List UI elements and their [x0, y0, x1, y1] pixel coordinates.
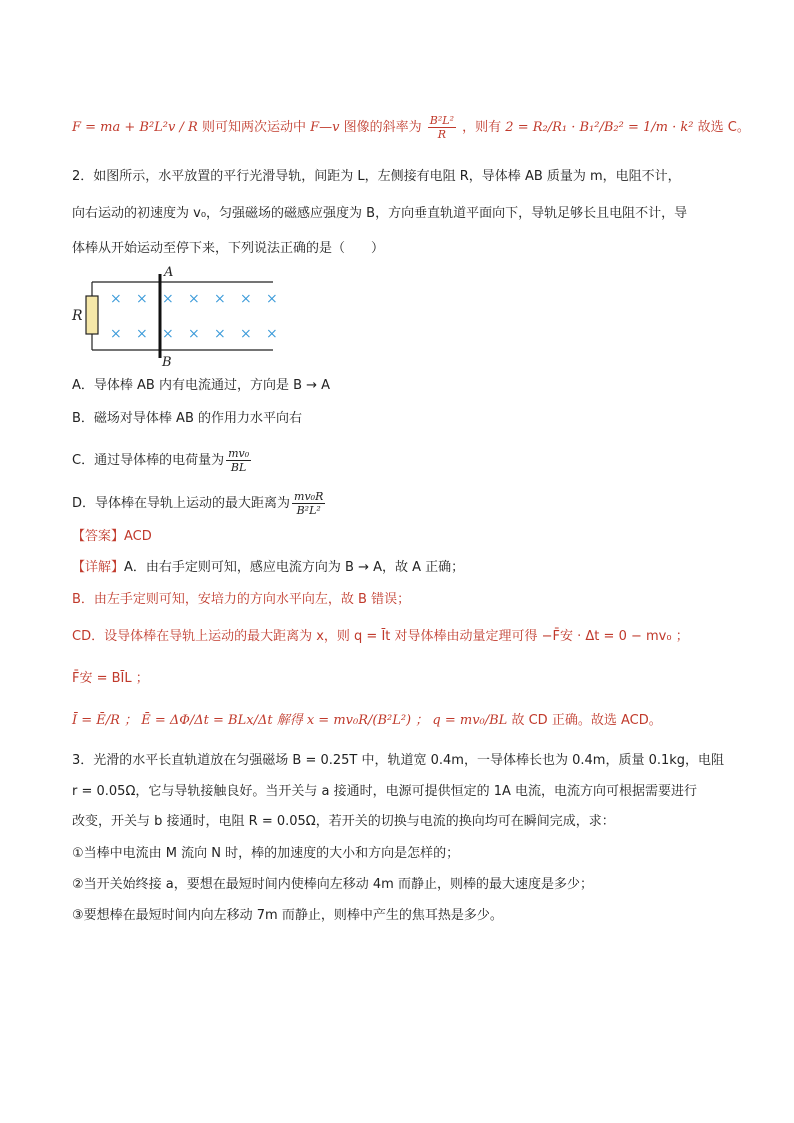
q3-stem-line2: r = 0.05Ω，它与导轨接触良好。当开关与 a 接通时，电源可提供恒定的 1A 电流，电流方向可根据需要进行	[72, 784, 698, 799]
svg-text:×: ×	[214, 326, 226, 342]
option-b: B．磁场对导体棒 AB 的作用力水平向右	[72, 411, 302, 426]
label-R: R	[72, 308, 83, 324]
svg-text:×: ×	[110, 291, 122, 307]
rail-figure	[70, 262, 290, 372]
svg-text:×: ×	[162, 291, 174, 307]
detail-line1: 【详解】A．由右手定则可知，感应电流方向为 B → A，故 A 正确；	[72, 560, 465, 575]
resistor	[86, 296, 98, 334]
svg-text:×: ×	[240, 291, 252, 307]
detail-line3: CD．设导体棒在导轨上运动的最大距离为 x，则 q = Īt 对导体棒由动量定理可得 −F̄安 · Δt = 0 − mv₀ ；	[72, 629, 689, 644]
option-d: D．导体棒在导轨上运动的最大距离为 $\frac{\text{mv₀R}}{\text{B²L²}}$	[72, 490, 324, 517]
svg-text:×: ×	[136, 326, 148, 342]
q3-stem-line3: 改变，开关与 b 接通时，电阻 R = 0.05Ω，若开关的切换与电流的换向均可在瞬间完成，求：	[72, 814, 615, 829]
q2-stem-line1: 2．如图所示，水平放置的平行光滑导轨，间距为 L，左侧接有电阻 R，导体棒 AB 质量为 m，电阻不计，	[72, 169, 681, 184]
option-c: C．通过导体棒的电荷量为 $\frac{\text{mv₀}}{BL}$	[72, 447, 250, 474]
svg-text:×: ×	[266, 326, 278, 342]
label-B: B	[162, 355, 172, 370]
svg-text:×: ×	[240, 326, 252, 342]
detail-line5: Ī = Ē/R ； Ē = ΔΦ/Δt = BLx/Δt 解得 x = mv₀R/(B²L²) ； q = mv₀/BL 故 CD 正确。故选 ACD。	[72, 713, 662, 728]
svg-text:×: ×	[136, 291, 148, 307]
detail-line2: B．由左手定则可知，安培力的方向水平向左，故 B 错误；	[72, 592, 411, 607]
solution-line: F = ma + B²L²v / R 则可知两次运动中 F—v 图像的斜率为 $\frac{\text{B²L²}}{R}$ ，则有 2 = R₂/R₁ · B₁²/B₂² = 1/m · k² 故选 C。	[72, 114, 750, 141]
answer-label: 【答案】ACD	[72, 529, 152, 544]
q2-stem-line3: 体棒从开始运动至停下来，下列说法正确的是（ ）	[72, 241, 385, 256]
svg-text:×: ×	[162, 326, 174, 342]
svg-text:×: ×	[188, 291, 200, 307]
force-formula: F = ma + B²L²v / R	[72, 120, 198, 135]
q3-stem-line1: 3．光滑的水平长直轨道放在匀强磁场 B = 0.25T 中，轨道宽 0.4m，一导体棒长也为 0.4m，质量 0.1kg，电阻	[72, 753, 725, 768]
q3-item2: ②当开关始终接 a，要想在最短时间内使棒向左移动 4m 而静止，则棒的最大速度是多少；	[72, 877, 593, 892]
svg-text:×: ×	[266, 291, 278, 307]
option-a: A．导体棒 AB 内有电流通过，方向是 B → A	[72, 378, 331, 393]
detail-line4: F̄安 = BĪL ；	[72, 671, 149, 686]
svg-text:×: ×	[110, 326, 122, 342]
q2-stem-line2: 向右运动的初速度为 v₀，匀强磁场的磁感应强度为 B，方向垂直轨道平面向下，导轨足够长且电阻不计，导	[72, 206, 688, 221]
slope-fraction: $\frac{\text{B²L²}}{R}$	[429, 114, 454, 141]
label-A: A	[164, 265, 174, 280]
ratio-relation: 2 = R₂/R₁ · B₁²/B₂² = 1/m · k²	[505, 120, 694, 135]
magnetic-field-crosses	[110, 291, 278, 342]
svg-text:×: ×	[188, 326, 200, 342]
q3-item3: ③要想棒在最短时间内向左移动 7m 而静止，则棒中产生的焦耳热是多少。	[72, 908, 503, 923]
svg-text:×: ×	[214, 291, 226, 307]
q3-item1: ①当棒中电流由 M 流向 N 时，棒的加速度的大小和方向是怎样的；	[72, 846, 460, 861]
